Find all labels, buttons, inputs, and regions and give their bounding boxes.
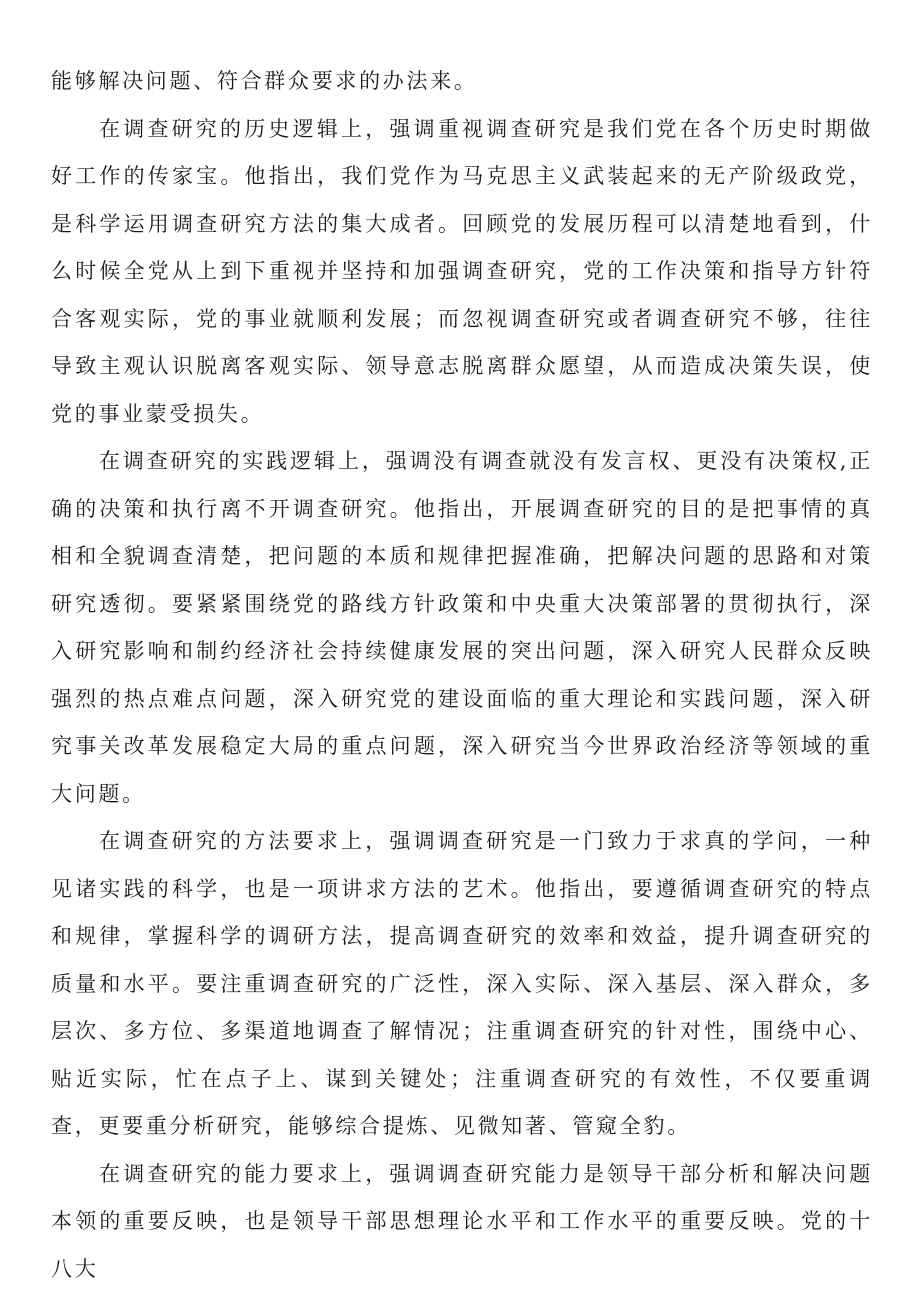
- paragraph-historical-logic: 在调查研究的历史逻辑上，强调重视调查研究是我们党在各个历史时期做好工作的传家宝。他指出，我们党作为马克思主义武装起来的无产阶级政党，是科学运用调查研究方法的集大成者。回顾党的发展历程可以清楚地看到，什么时候全党从上到下重视并坚持和加强调查研究，党的工作决策和指导方针符合客观实际，党的事业就顺利发展；而忽视调查研究或者调查研究不够，往往导致主观认识脱离客观实际、领导意志脱离群众愿望，从而造成决策失误，使党的事业蒙受损失。: [51, 116, 873, 426]
- paragraph-method-requirements: 在调查研究的方法要求上，强调调查研究是一门致力于求真的学问，一种见诸实践的科学，也是一项讲求方法的艺术。他指出，要遵循调查研究的特点和规律，掌握科学的调研方法，提高调查研究的效率和效益，提升调查研究的质量和水平。要注重调查研究的广泛性，深入实际、深入基层、深入群众，多层次、多方位、多渠道地调查了解情况；注重调查研究的针对性，围绕中心、贴近实际，忙在点子上、谋到关键处；注重调查研究的有效性，不仅要重调查，更要重分析研究，能够综合提炼、见微知著、管窥全豹。: [51, 829, 873, 1138]
- document-page: [51, 58, 873, 1293]
- paragraph-ability-requirements: 在调查研究的能力要求上，强调调查研究能力是领导干部分析和解决问题本领的重要反映，也是领导干部思想理论水平和工作水平的重要反映。党的十八大: [51, 1161, 873, 1281]
- paragraph-continuation: 能够解决问题、符合群众要求的办法来。: [51, 69, 478, 93]
- paragraph-practical-logic: 在调查研究的实践逻辑上，强调没有调查就没有发言权、更没有决策权,正确的决策和执行离不开调查研究。他指出，开展调查研究的目的是把事情的真相和全貌调查清楚，把问题的本质和规律把握准确，把解决问题的思路和对策研究透彻。要紧紧围绕党的路线方针政策和中央重大决策部署的贯彻执行，深入研究影响和制约经济社会持续健康发展的突出问题，深入研究人民群众反映强烈的热点难点问题，深入研究党的建设面临的重大理论和实践问题，深入研究事关改革发展稳定大局的重点问题，深入研究当今世界政治经济等领域的重大问题。: [51, 449, 873, 806]
